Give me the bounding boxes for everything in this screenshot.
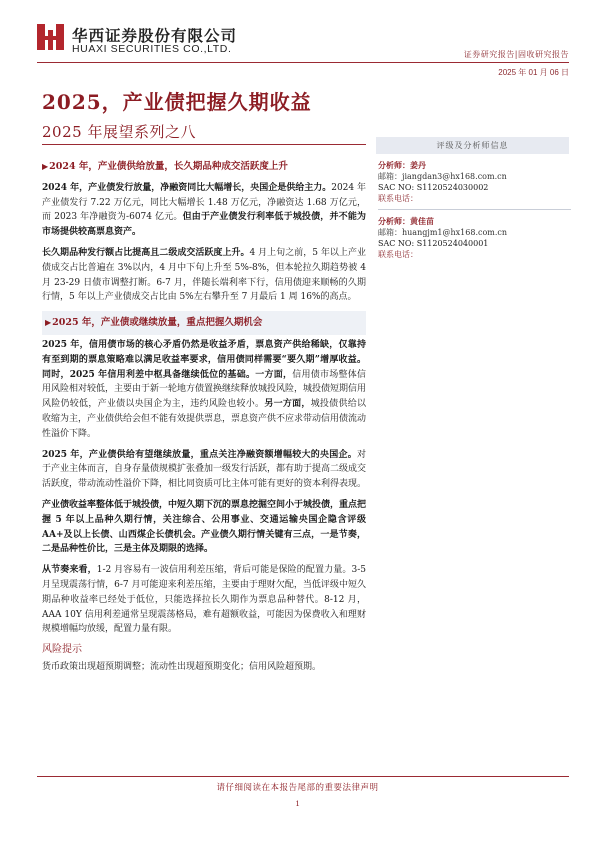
analyst-sac: SAC NO: S1120524040001 — [378, 239, 489, 248]
analyst-card — [376, 160, 569, 210]
analyst-tel: 联系电话： — [378, 194, 418, 203]
report-title: 2025，产业债把握久期收益 — [42, 90, 312, 114]
analyst-tel: 联系电话： — [378, 250, 418, 259]
subtitle-divider — [42, 144, 366, 145]
main-content — [42, 156, 366, 681]
analyst-sidebar — [376, 137, 569, 260]
report-date: 2025 年 01 月 06 日 — [498, 68, 569, 77]
report-subtitle: 2025 年展望系列之八 — [42, 123, 196, 141]
risk-title: 风险提示 — [42, 644, 82, 656]
paragraph: 2025 年，信用债市场的核心矛盾仍然是收益矛盾，票息资产供给稀缺，仅靠持有至到期的票息策略难以满足收益率要求，信用债同样需要“要久期”增厚收益。同时，2025 年信用利差中枢具备继续低位的基础。一方面，信用债市场整体信用风险相对较低，主要由于新一轮地方债置换继续释放城投风险，城投债短期信用风险仍较低，产业债以央国企为主，违约风险也较小。另一方面，城投债供给以收缩为主，产业债供给会但不能有效提供票息，票息资产供不应求带动信用债流动性溢价下降。 — [42, 339, 367, 439]
report-type: 证券研究报告|固收研究报告 — [463, 50, 569, 59]
legal-notice: 请仔细阅读在本报告尾部的重要法律声明 — [216, 783, 379, 793]
triangle-bullet-icon: ▶ — [42, 161, 49, 171]
paragraph: 长久期品种发行额占比提高且二级成交活跃度上升。4 月上旬之前，5 年以上产业债成交占比普遍在 3%以内，4 月中下旬上升至 5%-8%，但本轮拉久期趋势被 4 月 23-29 日债市调整打断。6-7 月，伴随长端利率下行，信用债迎来顺畅的久期行情，5 年以上产业债成交占比由 5%左右攀升至 7 月最后 1 周 16%的高点。 — [42, 247, 366, 303]
analyst-name: 分析师：黄佳苗 — [378, 216, 434, 226]
paragraph: 从节奏来看，1-2 月容易有一波信用利差压缩，背后可能是保险的配置力量。3-5 月呈现震荡行情，6-7 月可能迎来利差压缩，主要由于理财欠配，当低评级中短久期品种收益率已经处于低位，只能选择拉长久期作为票息品种替代。8-12 月，AAA 10Y 信用利差通常呈现震荡格局，难有超额收益，可能因为保费收入和理财规模增幅均放缓，配置力量有限。 — [42, 565, 366, 635]
sidebar-heading: 评级及分析师信息 — [376, 137, 569, 154]
analyst-email[interactable]: jiangdan3@hx168.com.cn — [402, 172, 507, 181]
section-heading: ▶2025 年，产业债或继续放量，重点把握久期机会 — [42, 311, 366, 335]
analyst-email-row: 邮箱：huangjm1@hx168.com.cn — [378, 228, 508, 237]
triangle-bullet-icon: ▶ — [45, 317, 52, 328]
paragraph: 2025 年，产业债供给有望继续放量，重点关注净融资额增幅较大的央国企。对于产业主体而言，自身存量债规模扩张叠加一级发行活跃，都有助于提高二级成交活跃度，带动流动性溢价下降，相比同资质可比主体可能有更好的资本利得表现。 — [42, 449, 367, 490]
analyst-email-row: 邮箱：jiangdan3@hx168.com.cn — [378, 172, 507, 181]
analyst-sac: SAC NO: S1120524030002 — [378, 183, 489, 192]
company-name-en: HUAXI SECURITIES CO.,LTD. — [72, 43, 232, 55]
analyst-name: 分析师：姜丹 — [378, 160, 426, 170]
page-number: 1 — [295, 798, 300, 808]
analyst-card — [376, 216, 569, 260]
analyst-divider — [378, 209, 571, 210]
analyst-email[interactable]: huangjm1@hx168.com.cn — [402, 228, 508, 237]
header-divider — [37, 62, 569, 63]
paragraph: 2024 年，产业债发行放量，净融资同比大幅增长，央国企是供给主力。2024 年产业债发行 7.22 万亿元，同比大幅增长 1.48 万亿元，净融资达 1.68 万亿元，而 2023 年净融资为-6074 亿元。但由于产业债发行利率低于城投债，并不能为市场提供较高票息资产。 — [42, 182, 367, 238]
huaxi-logo-icon — [37, 22, 67, 52]
company-name-cn: 华西证券股份有限公司 — [72, 27, 238, 45]
risk-text: 货币政策出现超预期调整；流动性出现超预期变化；信用风险超预期。 — [42, 661, 322, 672]
paragraph: 产业债收益率整体低于城投债，中短久期下沉的票息挖掘空间小于城投债，重点把握 5 年以上品种久期行情，关注综合、公用事业、交通运输央国企隐含评级 AA+及以上长债、山西煤企长债机会。产业债久期行情关键有三点，一是节奏，二是品种性价比，三是主体及期限的选择。 — [42, 499, 367, 555]
section-heading: ▶2024 年，产业债供给放量，长久期品种成交活跃度上升 — [42, 161, 288, 172]
footer-divider — [37, 776, 569, 777]
